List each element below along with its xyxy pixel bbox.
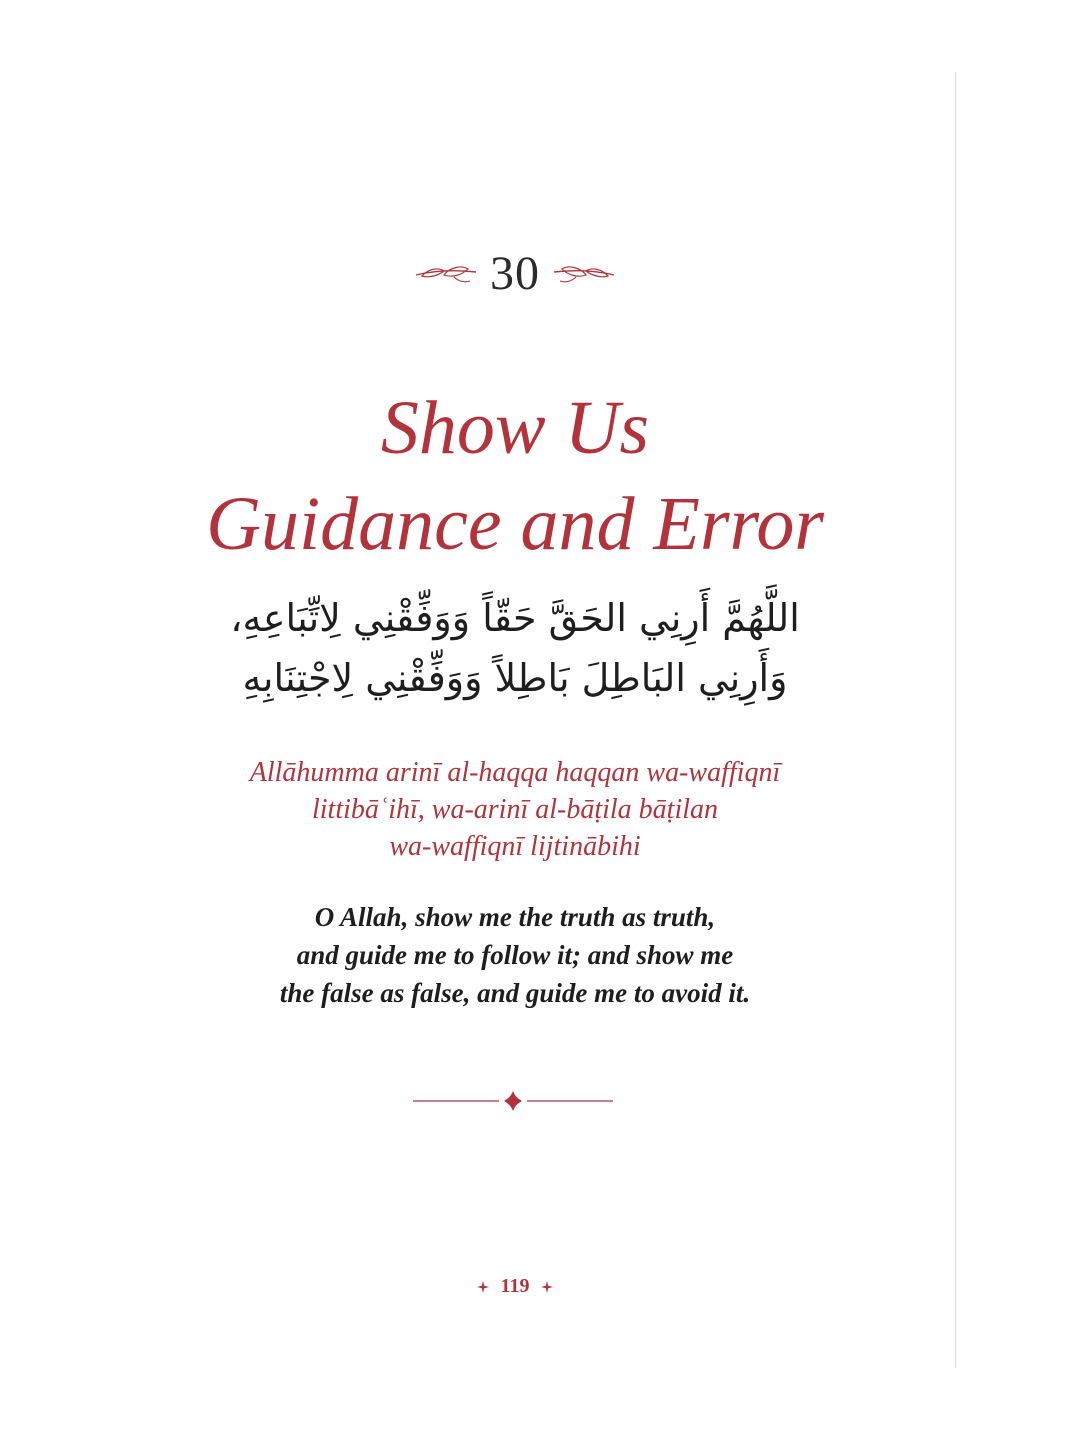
arabic-line-2: وَأَرِنِي البَاطِلَ بَاطِلاً وَوَفِّقْنِي لِاجْتِنَابِهِ [242,656,788,700]
english-translation [0,898,1030,1012]
right-star-ornament-icon [541,1281,553,1293]
arabic-supplication [0,588,1030,708]
chapter-title-line-2: Guidance and Error [206,482,824,566]
transliteration-line-2: littibāʿihī, wa-arinī al-bāṭila bāṭilan [311,794,718,825]
translation-line-2: and guide me to follow it; and show me [296,940,734,970]
left-leaf-ornament-icon [414,259,480,289]
chapter-title [0,380,1030,572]
chapter-number: 30 [490,247,540,300]
translation-line-1: O Allah, show me the truth as truth, [314,902,716,932]
transliteration [0,754,1030,865]
arabic-line-1: اللَّهُمَّ أَرِنِي الحَقَّ حَقّاً وَوَفِّقْنِي لِاتِّبَاعِهِ، [230,596,800,640]
translation-line-3: the false as false, and guide me to avoid it. [279,978,751,1008]
chapter-title-line-1: Show Us [380,386,650,470]
right-leaf-ornament-icon [550,259,616,289]
section-divider-ornament-icon [413,1088,613,1112]
page-number: 119 [500,1275,530,1297]
page-footer [0,1275,1030,1298]
transliteration-line-3: wa-waffiqnī lijtinābihi [389,831,641,862]
transliteration-line-1: Allāhumma arinī al-haqqa haqqan wa-waffiqnī [249,757,781,788]
left-star-ornament-icon [477,1281,489,1293]
chapter-heading [0,247,1030,300]
